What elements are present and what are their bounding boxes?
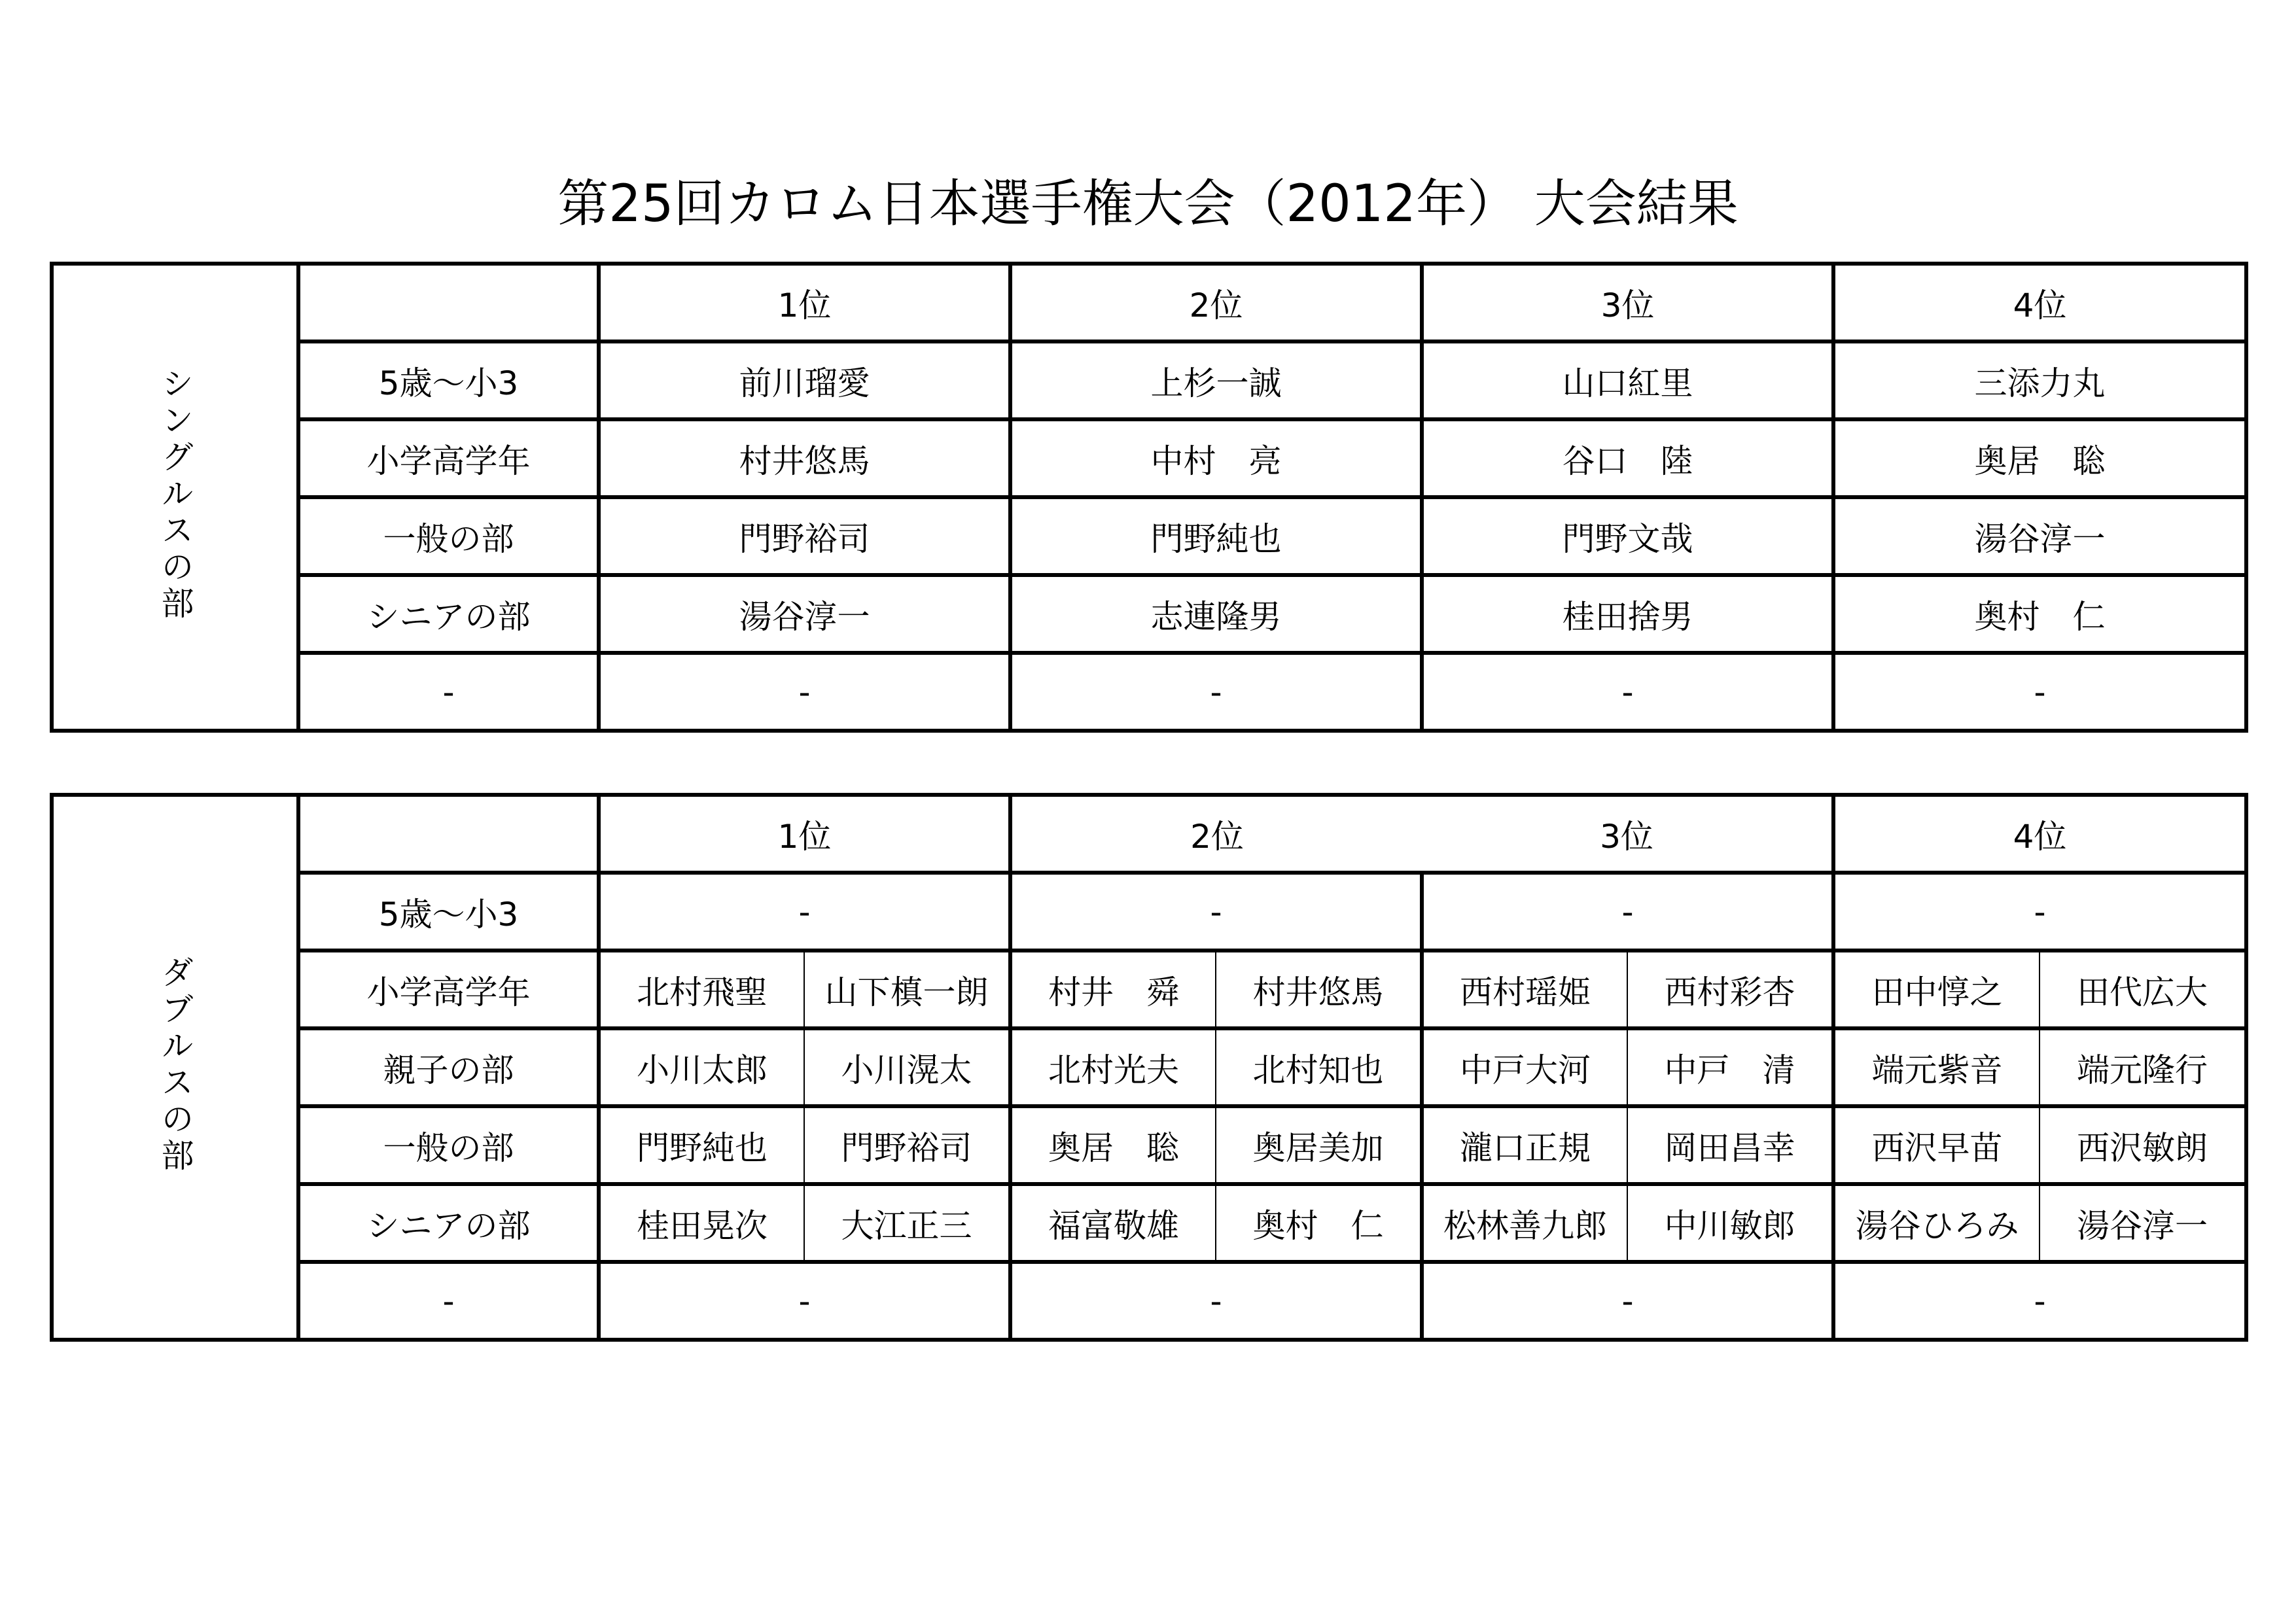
player-cell: 門野純也 (599, 1106, 804, 1184)
category-cell: 5歳〜小3 (298, 341, 599, 419)
player-cell: 門野裕司 (804, 1106, 1010, 1184)
player-cell: 小川太郎 (599, 1028, 804, 1106)
player-cell: 瀧口正規 (1422, 1106, 1627, 1184)
header-cell-2nd: 2位 (1010, 264, 1422, 341)
player-cell: 福富敬雄 (1010, 1184, 1216, 1262)
header-cell-blank (298, 264, 599, 341)
result-cell: 湯谷淳一 (1833, 497, 2246, 575)
table-row (52, 341, 2246, 419)
table-row (52, 1184, 2246, 1262)
header-cell-1st: 1位 (599, 795, 1010, 873)
player-cell: 北村飛聖 (599, 951, 804, 1028)
header-cell-blank (298, 795, 599, 873)
player-cell: 山下槙一朗 (804, 951, 1010, 1028)
category-cell: 一般の部 (298, 1106, 599, 1184)
result-cell: - (1422, 1262, 1833, 1340)
player-cell: 田代広大 (2040, 951, 2246, 1028)
category-cell: 5歳〜小3 (298, 873, 599, 951)
category-cell: 小学高学年 (298, 419, 599, 497)
result-cell: - (599, 653, 1010, 731)
player-cell: 北村知也 (1216, 1028, 1422, 1106)
player-cell: 奥居美加 (1216, 1106, 1422, 1184)
singles-results-table (50, 262, 2248, 733)
result-cell: 前川瑠愛 (599, 341, 1010, 419)
result-cell: 奥村 仁 (1833, 575, 2246, 653)
player-cell: 桂田晃次 (599, 1184, 804, 1262)
result-cell: - (1833, 873, 2246, 951)
result-cell: 谷口 陸 (1422, 419, 1833, 497)
player-cell: 中戸大河 (1422, 1028, 1627, 1106)
table-row (52, 1028, 2246, 1106)
result-cell: 門野純也 (1010, 497, 1422, 575)
player-cell: 端元紫音 (1833, 1028, 2040, 1106)
doubles-section-label (52, 795, 298, 1340)
player-cell: 村井 舜 (1010, 951, 1216, 1028)
table-row (52, 951, 2246, 1028)
category-cell: シニアの部 (298, 575, 599, 653)
player-cell: 北村光夫 (1010, 1028, 1216, 1106)
player-cell: 小川滉太 (804, 1028, 1010, 1106)
doubles-section-label-text: ダブルスの部 (156, 954, 194, 1175)
result-cell: 奥居 聡 (1833, 419, 2246, 497)
header-cell-3rd: 3位 (1422, 264, 1833, 341)
result-cell: 門野裕司 (599, 497, 1010, 575)
player-cell: 端元隆行 (2040, 1028, 2246, 1106)
category-cell: 小学高学年 (298, 951, 599, 1028)
result-cell: - (1010, 653, 1422, 731)
player-cell: 村井悠馬 (1216, 951, 1422, 1028)
header-cell-4th: 4位 (1833, 795, 2246, 873)
player-cell: 奥村 仁 (1216, 1184, 1422, 1262)
category-cell: 親子の部 (298, 1028, 599, 1106)
result-cell: 上杉一誠 (1010, 341, 1422, 419)
result-cell: 三添力丸 (1833, 341, 2246, 419)
result-cell: - (1010, 873, 1422, 951)
player-cell: 奥居 聡 (1010, 1106, 1216, 1184)
doubles-results-table (50, 793, 2248, 1342)
header-cell-4th: 4位 (1833, 264, 2246, 341)
category-cell: 一般の部 (298, 497, 599, 575)
result-cell: 山口紅里 (1422, 341, 1833, 419)
page-title: 第25回カロム日本選手権大会（2012年） 大会結果 (557, 175, 1739, 234)
player-cell: 西村瑶姫 (1422, 951, 1627, 1028)
result-cell: 桂田捨男 (1422, 575, 1833, 653)
player-cell: 中川敏郎 (1627, 1184, 1833, 1262)
table-row (52, 419, 2246, 497)
result-cell: - (1422, 873, 1833, 951)
table-row (52, 575, 2246, 653)
player-cell: 西沢早苗 (1833, 1106, 2040, 1184)
player-cell: 松林善九郎 (1422, 1184, 1627, 1262)
table-row (52, 1106, 2246, 1184)
table-row (52, 873, 2246, 951)
singles-section-label-text: シングルスの部 (156, 366, 194, 623)
category-cell: - (298, 1262, 599, 1340)
player-cell: 大江正三 (804, 1184, 1010, 1262)
player-cell: 湯谷ひろみ (1833, 1184, 2040, 1262)
result-cell: 湯谷淳一 (599, 575, 1010, 653)
result-cell: 門野文哉 (1422, 497, 1833, 575)
category-cell: シニアの部 (298, 1184, 599, 1262)
table-row (52, 1262, 2246, 1340)
table-header-row (52, 795, 2246, 873)
singles-section-label (52, 264, 298, 731)
player-cell: 中戸 清 (1627, 1028, 1833, 1106)
table-header-row (52, 264, 2246, 341)
header-cell-2nd: 2位 (1010, 795, 1422, 873)
player-cell: 田中惇之 (1833, 951, 2040, 1028)
result-cell: 中村 亮 (1010, 419, 1422, 497)
header-cell-3rd: 3位 (1422, 795, 1833, 873)
result-cell: - (1010, 1262, 1422, 1340)
player-cell: 岡田昌幸 (1627, 1106, 1833, 1184)
result-cell: - (599, 873, 1010, 951)
header-cell-1st: 1位 (599, 264, 1010, 341)
table-row (52, 653, 2246, 731)
result-cell: - (1833, 653, 2246, 731)
player-cell: 西村彩杏 (1627, 951, 1833, 1028)
table-row (52, 497, 2246, 575)
result-cell: 村井悠馬 (599, 419, 1010, 497)
player-cell: 西沢敏朗 (2040, 1106, 2246, 1184)
result-cell: - (599, 1262, 1010, 1340)
player-cell: 湯谷淳一 (2040, 1184, 2246, 1262)
result-cell: - (1833, 1262, 2246, 1340)
result-cell: 志連隆男 (1010, 575, 1422, 653)
category-cell: - (298, 653, 599, 731)
result-cell: - (1422, 653, 1833, 731)
